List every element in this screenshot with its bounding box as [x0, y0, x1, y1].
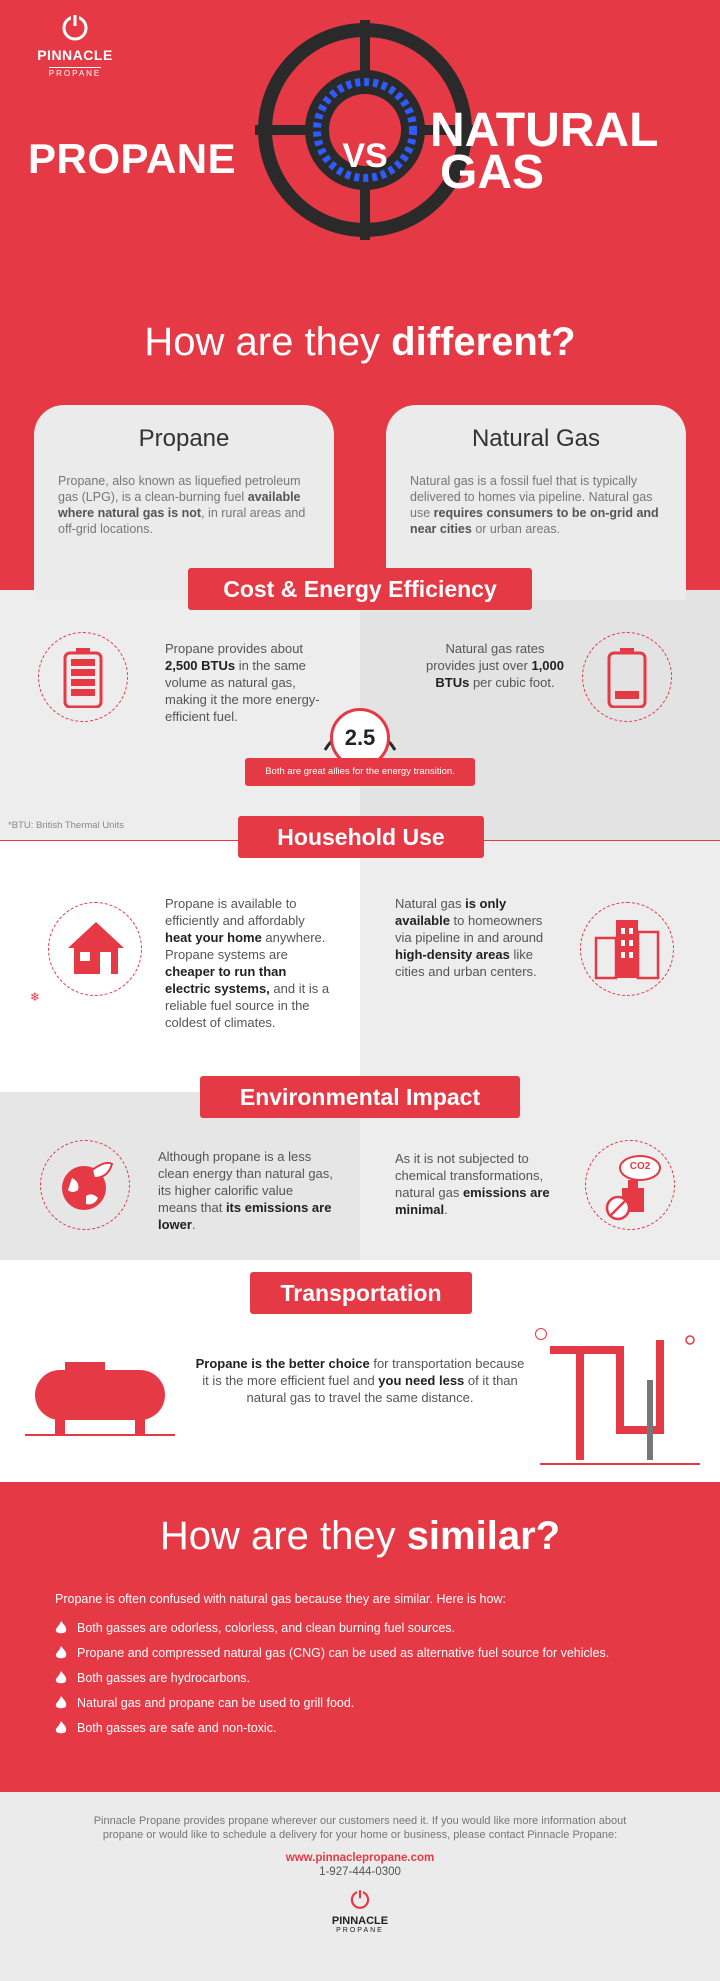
snowflake-icon: ❄	[30, 990, 41, 1004]
transport-text	[195, 1355, 525, 1406]
propane-card	[34, 405, 334, 590]
list-item-text: Propane and compressed natural gas (CNG) can be used as alternative fuel source for vehicles.	[77, 1646, 610, 1660]
flame-icon	[55, 1696, 67, 1710]
battery-full-icon	[63, 648, 103, 708]
propane-text-pre: Propane, also known as liquefied petroleum gas (LPG), is a clean-burning fuel	[58, 474, 301, 504]
flame-icon	[55, 1646, 67, 1660]
flame-icon	[55, 1671, 67, 1685]
hh-right-c: to homeowners via pipeline in and around	[395, 913, 544, 945]
cost-right-panel	[360, 590, 720, 840]
pipeline-icon	[540, 1320, 700, 1470]
cost-left-text	[165, 640, 325, 725]
list-item	[55, 1646, 695, 1660]
list-item-text: Both gasses are odorless, colorless, and clean burning fuel sources.	[77, 1621, 455, 1635]
env-left-text	[158, 1148, 333, 1233]
footer-text: Pinnacle Propane provides propane wherever our customers need it. If you would like more information about propane or would like to schedule a delivery for your home or business, please contact Pinnacle Propane:	[93, 1815, 627, 1841]
title-natural-gas	[430, 104, 659, 199]
power-icon	[349, 1888, 371, 1910]
battery-low-icon	[607, 648, 647, 708]
footer-url-link[interactable]: www.pinnaclepropane.com	[285, 1852, 435, 1864]
similar-heading-bold: similar?	[406, 1514, 561, 1558]
co2-label: CO2	[629, 1161, 651, 1172]
household-left-text	[165, 895, 335, 1031]
footer-brand-sub: PROPANE	[336, 1927, 384, 1934]
hh-left-b: heat your home	[165, 930, 262, 945]
title-vs: VS	[342, 137, 388, 175]
household-title: Household Use	[238, 816, 484, 858]
cost-banner: Both are great allies for the energy transition.	[245, 758, 475, 786]
env-left-bold: its emissions are lower	[158, 1200, 332, 1232]
natural-card-text	[410, 473, 662, 537]
power-icon	[60, 12, 90, 42]
footer-brand-name: PINNACLE	[331, 1915, 389, 1927]
cost-left-pre: Propane provides about	[165, 641, 304, 656]
cost-title: Cost & Energy Efficiency	[188, 568, 532, 610]
flame-icon	[55, 1721, 67, 1735]
title-propane: PROPANE	[28, 135, 237, 182]
natural-text-bold: requires consumers to be on-grid and near cities	[410, 506, 659, 536]
ratio-badge: 2.5	[330, 708, 390, 768]
list-item	[55, 1696, 695, 1710]
title-natural: NATURAL	[430, 104, 659, 157]
natural-text-post: or urban areas.	[471, 522, 561, 536]
earth-leaf-icon	[56, 1156, 116, 1216]
env-right-bold: emissions are minimal	[395, 1185, 550, 1217]
cost-right-bold: 1,000 BTUs	[435, 658, 565, 690]
natural-card	[386, 405, 686, 590]
list-item-text: Natural gas and propane can be used to grill food.	[77, 1696, 355, 1710]
natural-card-title: Natural Gas	[471, 425, 601, 452]
cost-left-bold: 2,500 BTUs	[165, 658, 236, 673]
flame-icon	[55, 1621, 67, 1635]
hh-left-a: Propane is available to efficiently and affordably	[165, 896, 305, 928]
header-banner	[0, 0, 720, 285]
propane-card-title: Propane	[138, 425, 230, 452]
list-item-text: Both gasses are safe and non-toxic.	[77, 1721, 277, 1735]
decor-circle	[535, 1328, 547, 1340]
propane-text-post: , in rural areas and off-grid locations.	[58, 506, 306, 536]
btu-footnote: *BTU: British Thermal Units	[8, 820, 124, 831]
environment-title: Environmental Impact	[200, 1076, 520, 1118]
propane-card-text	[58, 473, 310, 537]
footer-phone[interactable]: 1-927-444-0300	[319, 1866, 401, 1878]
hh-right-d: high-density areas	[395, 947, 510, 962]
similar-heading-pre: How are they	[159, 1514, 407, 1558]
hh-right-e: like cities and urban centers.	[395, 947, 537, 979]
natural-text-pre: Natural gas is a fossil fuel that is typically delivered to homes via pipeline. Natural gas use	[410, 474, 653, 520]
brand-sub: PROPANE	[48, 69, 102, 78]
transport-title: Transportation	[250, 1272, 472, 1314]
env-left-post: .	[191, 1217, 196, 1232]
footer-logo	[0, 1888, 720, 1934]
hh-left-e: and it is a reliable fuel source in the coldest of climates.	[165, 981, 330, 1030]
transport-b: for transportation because it is the more efficient fuel and	[202, 1356, 525, 1388]
footer	[0, 1792, 720, 1981]
env-right-text	[395, 1150, 565, 1218]
cost-right-pre: Natural gas rates provides just over	[425, 641, 545, 673]
transport-d: of it than natural gas to travel the same distance.	[246, 1373, 518, 1405]
hh-right-b: is only available	[395, 896, 507, 928]
title-gas: GAS	[440, 146, 545, 199]
env-right-post: .	[444, 1202, 448, 1217]
house-icon	[64, 918, 128, 978]
household-right-text	[395, 895, 545, 980]
different-heading-bold: different?	[391, 320, 576, 364]
brand-logo	[30, 12, 120, 81]
cost-right-text	[420, 640, 570, 691]
list-item-text: Both gasses are hydrocarbons.	[77, 1671, 251, 1685]
city-buildings-icon	[592, 914, 664, 982]
cost-right-post: per cubic foot.	[469, 675, 555, 690]
list-item	[55, 1621, 695, 1635]
cost-left-post: in the same volume as natural gas, making it the more energy-efficient fuel.	[165, 658, 320, 724]
similar-list	[55, 1621, 695, 1746]
brand-name: PINNACLE	[37, 47, 113, 63]
propane-tank-icon	[25, 1360, 175, 1440]
transport-c: you need less	[378, 1373, 465, 1388]
env-right-pre: As it is not subjected to chemical transformations, natural gas	[395, 1151, 544, 1200]
hh-left-d: cheaper to run than electric systems,	[165, 964, 287, 996]
propane-text-bold: available where natural gas is not	[58, 490, 301, 520]
list-item	[55, 1721, 695, 1735]
transport-a: Propane is the better choice	[195, 1356, 370, 1371]
different-heading-pre: How are they	[144, 320, 392, 364]
similar-intro: Propane is often confused with natural gas because they are similar. Here is how:	[55, 1592, 506, 1606]
similar-heading	[0, 1514, 720, 1559]
list-item	[55, 1671, 695, 1685]
different-heading	[0, 320, 720, 365]
hh-left-c: anywhere. Propane systems are	[165, 930, 326, 962]
env-left-pre: Although propane is a less clean energy than natural gas, its higher calorific value means that	[158, 1149, 333, 1215]
hh-right-a: Natural gas	[395, 896, 466, 911]
